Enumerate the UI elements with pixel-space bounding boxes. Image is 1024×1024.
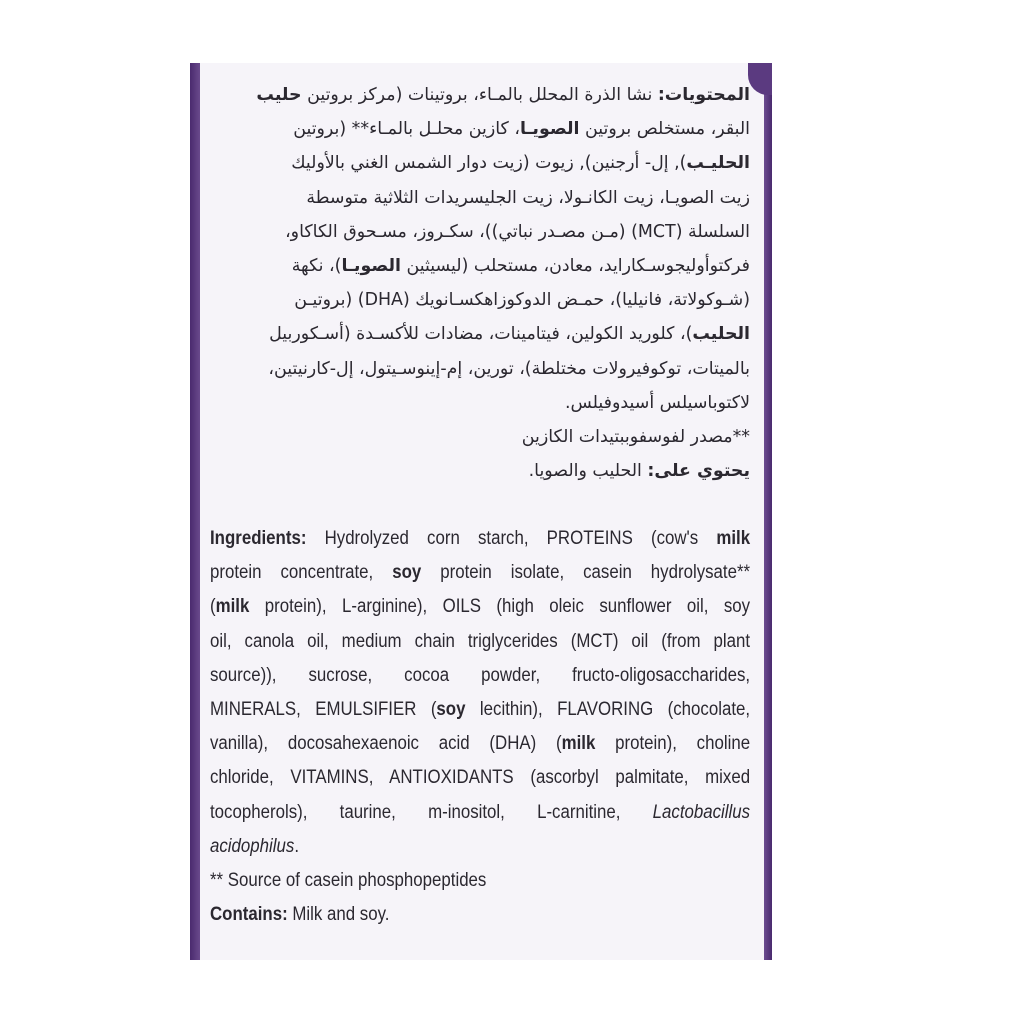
english-ingredients	[210, 521, 750, 931]
arabic-allergen: الصويـا	[519, 119, 580, 140]
arabic-line	[205, 317, 750, 351]
arabic-line: زيت الصويـا، زيت الكانـولا، زيت الجليسريدات الثلاثية متوسطة	[306, 187, 750, 208]
english-line: oil, canola oil, medium chain triglycerides (MCT) oil (from plant	[210, 629, 751, 652]
english-text: lecithin), FLAVORING (chocolate,	[465, 698, 751, 721]
english-allergen: soy	[392, 561, 422, 584]
contains-label: Contains:	[210, 903, 288, 926]
english-text: protein concentrate,	[210, 561, 393, 584]
english-text: .	[294, 834, 300, 857]
arabic-text: )، نكهة	[291, 256, 342, 277]
english-text: (	[210, 595, 216, 618]
arabic-line: لاكتوباسيلس أسيدوفيلس.	[564, 392, 750, 413]
package-edge-right	[764, 63, 772, 960]
arabic-text: نشا الذرة المحلل بالمـاء، بروتينات (مركز بروتين	[301, 85, 658, 105]
arabic-footnote: **مصدر لفوسفوببتيدات الكازين	[521, 427, 750, 448]
package-corner	[748, 63, 772, 95]
species-name: acidophilus	[210, 834, 295, 857]
arabic-line	[205, 249, 750, 283]
english-line	[210, 555, 750, 589]
arabic-text: ), إل- أرجنين), زيوت (زيت دوار الشمس الغني بالأوليك	[291, 153, 687, 174]
arabic-ingredients	[205, 78, 750, 488]
english-line	[210, 795, 750, 829]
english-line	[210, 726, 750, 760]
arabic-line: السلسلة (MCT) (مـن مصـدر نباتي))، سكـروز، مسـحوق الكاكاو،	[285, 221, 750, 242]
english-allergen: soy	[436, 698, 466, 721]
arabic-allergen: حليب	[256, 85, 302, 105]
english-text: MINERALS, EMULSIFIER (	[210, 698, 437, 721]
arabic-line	[205, 112, 750, 146]
english-line	[210, 521, 750, 555]
english-text: protein isolate, casein hydrolysate**	[421, 561, 751, 584]
arabic-text: البقر، مستخلص بروتين	[579, 119, 750, 140]
arabic-allergen: الحليب	[692, 324, 750, 345]
arabic-allergen: الحليـب	[686, 153, 750, 174]
english-line: chloride, VITAMINS, ANTIOXIDANTS (ascorbyl palmitate, mixed	[210, 766, 751, 789]
arabic-text: )، كلوريد الكولين، فيتامينات، مضادات للأكسـدة (أسـكوربيل	[269, 324, 693, 345]
english-text: Hydrolyzed corn starch, PROTEINS (cow's	[306, 527, 717, 549]
arabic-line: بالميتات، توكوفيرولات مختلطة)، تورين، إم-إينوسـيتول، إل-كارنيتين،	[268, 358, 750, 379]
english-contains	[210, 897, 750, 931]
arabic-line	[205, 146, 750, 180]
species-name: Lactobacillus	[652, 800, 751, 823]
english-line	[210, 692, 750, 726]
english-allergen: milk	[561, 732, 596, 755]
arabic-text: ، كازين محلـل بالمـاء** (بروتين	[293, 119, 520, 140]
english-text: protein), choline	[595, 732, 751, 755]
english-allergen: milk	[215, 595, 250, 618]
arabic-text: فركتوأوليجوسـكارايد، معادن، مستحلب (ليسيثين	[401, 256, 750, 277]
ingredients-heading: Ingredients:	[210, 527, 307, 549]
english-line	[210, 829, 750, 863]
arabic-contains	[205, 454, 750, 488]
arabic-text: الحليب والصويا.	[528, 461, 648, 482]
arabic-line	[205, 78, 750, 112]
package-edge-left	[190, 63, 200, 960]
english-footnote: ** Source of casein phosphopeptides	[210, 869, 487, 892]
english-text: protein), L-arginine), OILS (high oleic sunflower oil, soy	[249, 595, 751, 618]
english-allergen: milk	[716, 527, 751, 549]
english-text: Milk and soy.	[287, 903, 390, 926]
english-line: source)), sucrose, cocoa powder, fructo-oligosaccharides,	[210, 663, 751, 686]
english-line	[210, 589, 750, 623]
english-text: tocopherols), taurine, m-inositol, L-carnitine,	[210, 800, 653, 823]
english-text: vanilla), docosahexaenoic acid (DHA) (	[210, 732, 562, 755]
arabic-line: (شـوكولاتة، فانيليا)، حمـض الدوكوزاهكسـانويك (DHA) (بروتيـن	[294, 290, 750, 311]
arabic-contains-label: يحتوي على:	[647, 461, 750, 482]
arabic-allergen: الصويـا	[341, 256, 401, 277]
arabic-ingredients-heading: المحتويات:	[657, 85, 750, 105]
